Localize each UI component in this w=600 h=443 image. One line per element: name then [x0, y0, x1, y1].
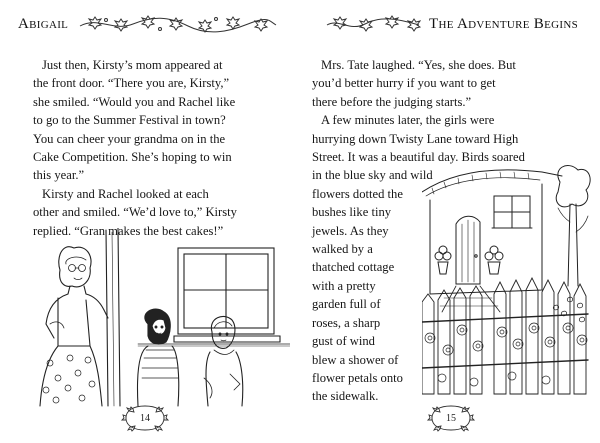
text-line: flower petals onto: [312, 370, 403, 385]
text-line: with a pretty: [312, 278, 376, 293]
text-line: Just then, Kirsty’s mom appeared at: [42, 58, 223, 72]
text-line: you’d better hurry if you want to get: [312, 76, 496, 91]
leaf-vine-icon: [78, 14, 278, 34]
text-line: the front door. “There you are, Kirsty,”: [33, 76, 230, 91]
text-line: You can cheer your grandma on in the: [33, 131, 226, 146]
text-line: jewels. As they: [312, 223, 389, 238]
cottage-garden-illustration: [422, 162, 592, 400]
text-line: gust of wind: [312, 334, 375, 349]
text-line: she smiled. “Would you and Rachel like: [33, 94, 236, 109]
text-line: this year.”: [33, 168, 85, 183]
text-line: there before the judging starts.”: [312, 94, 472, 109]
left-page-header: [18, 12, 278, 36]
text-line: roses, a sharp: [312, 315, 381, 330]
text-line: flowers dotted the: [312, 186, 403, 201]
text-line: Mrs. Tate laughed. “Yes, she does. But: [321, 58, 516, 72]
text-line: Kirsty and Rachel looked at each: [42, 186, 209, 201]
book-title: Abigail: [18, 15, 69, 32]
text-line: garden full of: [312, 297, 381, 312]
chapter-title: The Adventure Begins: [429, 15, 578, 32]
text-line: blew a shower of: [312, 352, 399, 367]
right-page: [300, 0, 600, 443]
text-line: the sidewalk.: [312, 389, 379, 404]
text-line: other and smiled. “We’d love to,” Kirsty: [33, 205, 237, 220]
paragraph: [312, 56, 574, 111]
right-page-header: [325, 12, 578, 36]
page-number: 14: [140, 412, 150, 424]
left-page-number: [120, 404, 170, 432]
paragraph: [33, 56, 291, 185]
text-line: hurrying down Twisty Lane toward High: [312, 131, 519, 146]
doorway-illustration: [28, 228, 290, 408]
text-line: Cake Competition. She’s hoping to win: [33, 150, 232, 165]
page-number: 15: [446, 412, 456, 424]
text-line: replied. “Gran makes the best cakes!”: [33, 223, 224, 238]
text-line: bushes like tiny: [312, 205, 392, 220]
right-page-number: [426, 404, 476, 432]
left-page-body: [33, 56, 291, 240]
text-line: in the blue sky and wild: [312, 168, 433, 183]
text-line: to go to the Summer Festival in town?: [33, 113, 226, 128]
text-line: thatched cottage: [312, 260, 395, 275]
leaf-vine-icon: [325, 14, 421, 34]
text-line: A few minutes later, the girls were: [321, 113, 495, 128]
text-line: Street. It was a beautiful day. Birds soared: [312, 150, 525, 165]
text-line: walked by a: [312, 242, 373, 257]
